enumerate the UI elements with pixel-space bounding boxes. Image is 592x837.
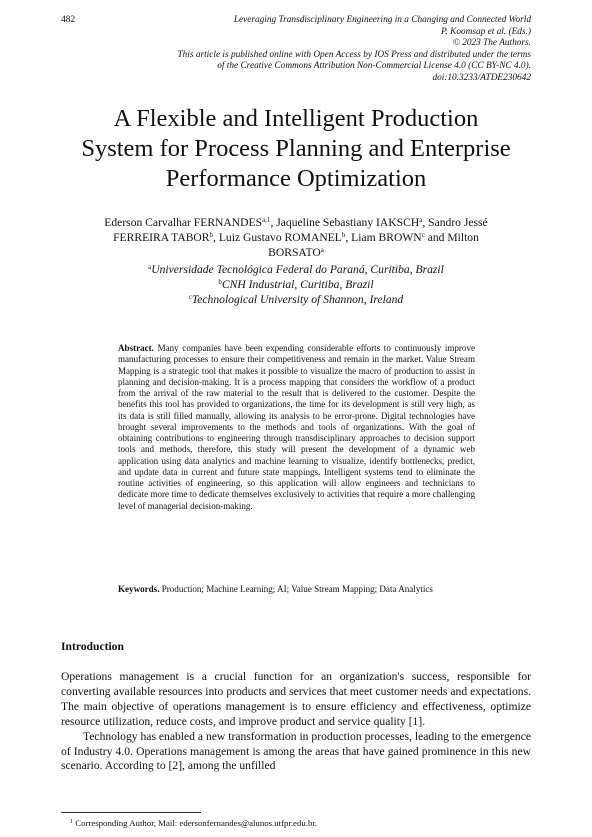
running-header xyxy=(61,15,531,85)
keywords-label: Keywords. xyxy=(118,584,160,594)
author-list xyxy=(50,216,542,260)
footnote-text: Corresponding Author, Mail: edersonfernandes@alunos.utfpr.edu.br. xyxy=(73,818,317,828)
affiliation-sup: c xyxy=(188,293,192,302)
affiliation xyxy=(50,277,542,292)
abstract-label: Abstract. xyxy=(118,343,154,353)
author-sup: a xyxy=(419,216,423,224)
affiliation-sup: a xyxy=(148,263,152,271)
keywords xyxy=(118,584,475,595)
author-sup: a xyxy=(320,245,324,254)
title-line-3: Performance Optimization xyxy=(165,165,427,192)
author-name: , Jaqueline Sebastiany IAKSCH xyxy=(270,216,420,229)
footnote-sup: 1 xyxy=(70,819,73,825)
footnote xyxy=(70,818,317,828)
author-name: , Liam BROWN xyxy=(345,230,422,244)
affiliation-sup: b xyxy=(218,278,222,287)
affiliation-list xyxy=(50,262,542,308)
author-sup: b xyxy=(209,230,214,239)
author-sup: a,1 xyxy=(262,216,271,224)
author-sup: b xyxy=(341,230,346,239)
license-line-1: This article is published online with Open Access by IOS Press and distributed under the terms xyxy=(177,49,531,60)
book-title: Leveraging Transdisciplinary Engineering in a Changing and Connected World xyxy=(233,15,531,25)
keywords-text: Production; Machine Learning; AI; Value Stream Mapping; Data Analytics xyxy=(159,584,433,594)
affiliation xyxy=(50,292,542,307)
author-name: and Milton xyxy=(424,230,479,244)
affiliation-text: CNH Industrial, Curitiba, Brazil xyxy=(221,278,374,292)
author-name: FERREIRA TABOR xyxy=(113,230,210,244)
abstract xyxy=(118,343,475,512)
abstract-text: Many companies have been expending considerable efforts to continuously improve manufacturing processes to ensure their competitiveness and remain in the market. Value Stream Mapping is a strategic tool that makes it possible to visualize the macro of production to assist in planning and decision-making. It is a process mapping that considers the workflow of a product from the arrival of the raw material to the result that is delivered to the customer. Despite the benefits this tool has provided to organizations, the time for its development is still very high, as its data is still filled manually, allowing its analysis to be error-prone. Digital technologies have brought several improvements to the methods and tools of organizations. With the goal of obtaining contributions to engineering through transdisciplinary approaches to decision support tools and methods, therefore, this study will present the development of a dynamic web application using data analytics and machine learning to visualize, identify bottlenecks, predict, and update data in current and future state mappings. Intelligent systems tend to eliminate the routine activities of engineering, so this application will allow engineers and technicians to dedicate more time to dedicate themselves exclusively to activities that require a more challenging level of managerial decision-making. xyxy=(118,343,475,511)
author-line-3 xyxy=(50,246,542,261)
author-sup: c xyxy=(421,230,425,239)
author-name: BORSATO xyxy=(268,245,321,259)
license-line-2: of the Creative Commons Attribution Non-Commercial License 4.0 (CC BY-NC 4.0). xyxy=(217,61,531,72)
copyright: © 2023 The Authors. xyxy=(452,38,531,49)
section-body xyxy=(61,670,531,774)
footnote-divider xyxy=(61,812,201,813)
editors: P. Koomsap et al. (Eds.) xyxy=(441,26,531,37)
author-name: , Luiz Gustavo ROMANEL xyxy=(213,230,342,244)
title-line-1: A Flexible and Intelligent Production xyxy=(113,105,479,132)
section-heading: Introduction xyxy=(61,640,124,653)
affiliation xyxy=(50,262,542,277)
paragraph: Operations management is a crucial function for an organization's success, responsible for converting available resources into products and services that meet customer needs and expectations. The main objective of operations management is to ensure efficiency and effectiveness, optimize resource utilization, reduce costs, and improve product and service quality [1]. xyxy=(61,670,531,728)
title-line-2: System for Process Planning and Enterprise xyxy=(81,135,511,162)
paper-title xyxy=(40,104,552,194)
doi: doi:10.3233/ATDE230642 xyxy=(432,72,531,83)
affiliation-text: Universidade Tecnológica Federal do Paraná, Curitiba, Brazil xyxy=(151,263,444,276)
author-name: Ederson Carvalhar FERNANDES xyxy=(104,216,263,229)
author-name: , Sandro Jessé xyxy=(422,216,488,229)
author-line-1 xyxy=(50,216,542,231)
author-line-2 xyxy=(50,231,542,246)
page-number: 482 xyxy=(61,15,76,25)
affiliation-text: Technological University of Shannon, Ireland xyxy=(191,293,404,307)
paragraph: Technology has enabled a new transformation in production processes, leading to the emergence of Industry 4.0. Operations management is among the areas that have gained prominence in this new scenario. According to [2], among the unfilled xyxy=(61,729,531,773)
